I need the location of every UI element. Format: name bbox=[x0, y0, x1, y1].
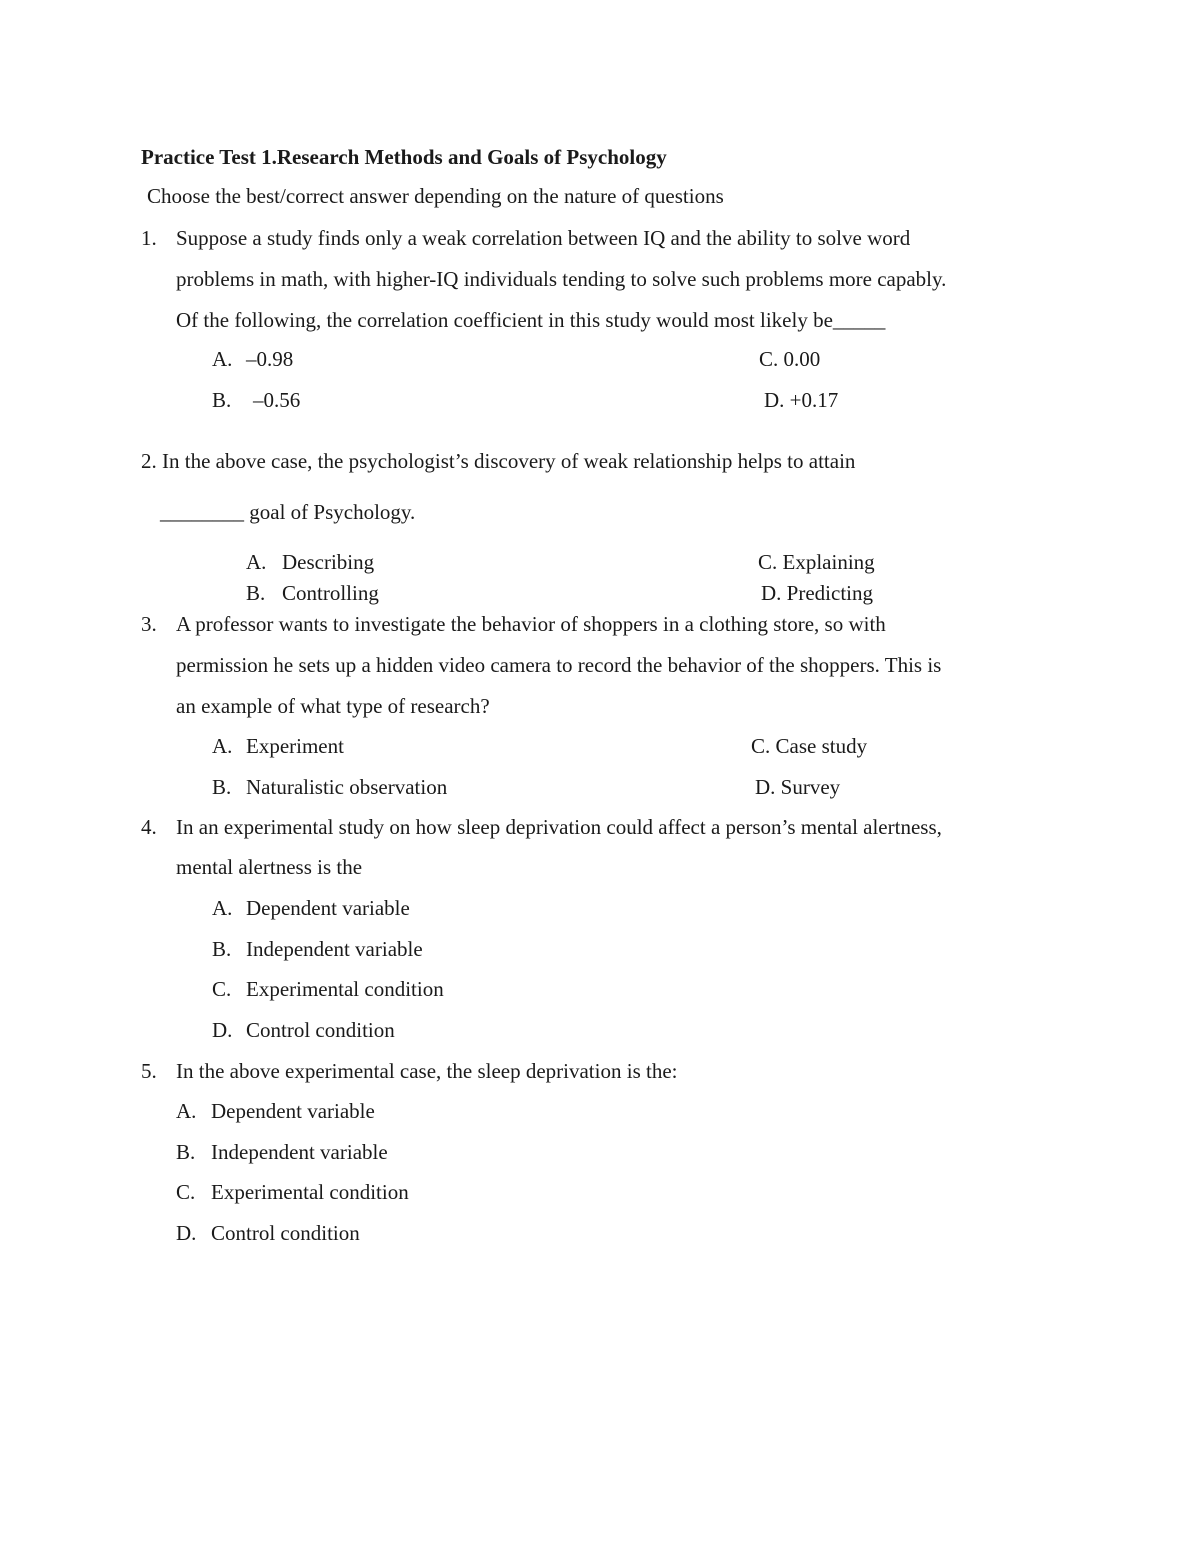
q1-option-c: C. 0.00 bbox=[759, 347, 821, 371]
q3-option-b-letter: B. bbox=[212, 775, 232, 799]
q5-option-c-letter: C. bbox=[176, 1180, 196, 1204]
q2-option-b-text: Controlling bbox=[282, 581, 379, 605]
q2-option-a-letter: A. bbox=[246, 550, 267, 574]
q3-line-1: A professor wants to investigate the behavior of shoppers in a clothing store, so with bbox=[176, 612, 886, 636]
q1-line-2: problems in math, with higher-IQ individuals tending to solve such problems more capably. bbox=[176, 267, 947, 291]
q3-number: 3. bbox=[141, 612, 157, 636]
q5-option-b-text: Independent variable bbox=[211, 1140, 388, 1164]
q3-option-b-text: Naturalistic observation bbox=[246, 775, 448, 799]
q4-option-a-text: Dependent variable bbox=[246, 896, 410, 920]
q1-option-b-text: –0.56 bbox=[253, 388, 301, 412]
q4-line-2: mental alertness is the bbox=[176, 855, 363, 879]
q4-option-c-letter: C. bbox=[212, 977, 232, 1001]
q2-option-b-letter: B. bbox=[246, 581, 266, 605]
instructions: Choose the best/correct answer depending on the nature of questions bbox=[147, 184, 724, 208]
q2-option-a-text: Describing bbox=[282, 550, 375, 574]
q4-option-b-text: Independent variable bbox=[246, 937, 423, 961]
q3-option-d: D. Survey bbox=[755, 775, 841, 799]
q5-option-b-letter: B. bbox=[176, 1140, 196, 1164]
q3-line-3: an example of what type of research? bbox=[176, 694, 490, 718]
q3-option-a-letter: A. bbox=[212, 734, 233, 758]
q1-option-a-letter: A. bbox=[212, 347, 233, 371]
q5-option-a-text: Dependent variable bbox=[211, 1099, 375, 1123]
q4-option-c-text: Experimental condition bbox=[246, 977, 444, 1001]
q4-option-b-letter: B. bbox=[212, 937, 232, 961]
q3-option-c: C. Case study bbox=[751, 734, 868, 758]
q4-option-a-letter: A. bbox=[212, 896, 233, 920]
q1-line-1: Suppose a study finds only a weak correlation between IQ and the ability to solve word bbox=[176, 226, 911, 250]
q1-option-b-letter: B. bbox=[212, 388, 232, 412]
q1-option-a-text: –0.98 bbox=[246, 347, 294, 371]
q3-option-a-text: Experiment bbox=[246, 734, 344, 758]
q4-option-d-text: Control condition bbox=[246, 1018, 395, 1042]
q5-number: 5. bbox=[141, 1059, 157, 1083]
q2-line-1: 2. In the above case, the psychologist’s discovery of weak relationship helps to attain bbox=[141, 449, 856, 473]
q5-line-1: In the above experimental case, the sleep deprivation is the: bbox=[176, 1059, 678, 1083]
q2-option-c: C. Explaining bbox=[758, 550, 875, 574]
q2-line-2: ________ goal of Psychology. bbox=[160, 500, 416, 524]
q1-option-d: D. +0.17 bbox=[764, 388, 839, 412]
q4-number: 4. bbox=[141, 815, 157, 839]
q5-option-d-text: Control condition bbox=[211, 1221, 360, 1245]
q5-option-d-letter: D. bbox=[176, 1221, 197, 1245]
q3-line-2: permission he sets up a hidden video camera to record the behavior of the shoppers. This is bbox=[176, 653, 942, 677]
q5-option-a-letter: A. bbox=[176, 1099, 197, 1123]
q5-option-c-text: Experimental condition bbox=[211, 1180, 409, 1204]
q4-line-1: In an experimental study on how sleep deprivation could affect a person’s mental alertness, bbox=[176, 815, 942, 839]
q1-line-3: Of the following, the correlation coefficient in this study would most likely be_____ bbox=[176, 308, 886, 332]
q2-option-d: D. Predicting bbox=[761, 581, 873, 605]
q1-number: 1. bbox=[141, 226, 157, 250]
page-title: Practice Test 1.Research Methods and Goals of Psychology bbox=[141, 145, 667, 169]
q4-option-d-letter: D. bbox=[212, 1018, 233, 1042]
